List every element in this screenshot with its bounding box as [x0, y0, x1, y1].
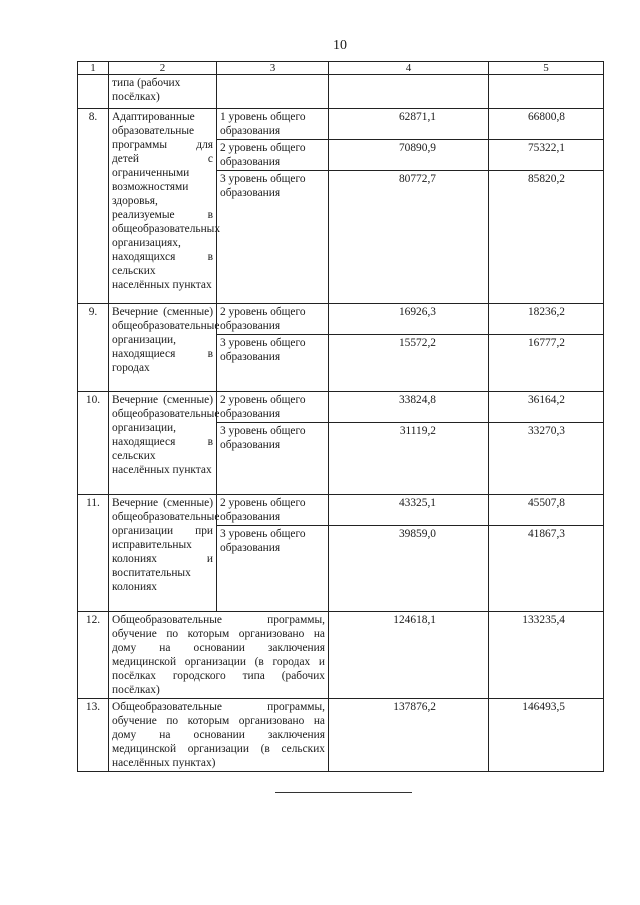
header-col-2: 2	[109, 62, 217, 75]
row-description: Общеобразовательные программы, обучение по которым организовано на дому на основании заключения медицинской организации (в сельских населённых пунктах)	[109, 699, 329, 772]
row-level	[217, 75, 329, 109]
row-value-col5: 133235,4	[489, 612, 604, 699]
row-level: 3 уровень общего образования	[217, 526, 329, 612]
row-value-col4: 62871,1	[329, 109, 489, 140]
row-number: 8.	[78, 109, 109, 304]
row-description: Вечерние (сменные) общеобразовательные организации, находящиеся в городах	[109, 304, 217, 392]
row-number: 9.	[78, 304, 109, 392]
row-value-col4: 16926,3	[329, 304, 489, 335]
row-value-col5: 36164,2	[489, 392, 604, 423]
page-number: 10	[333, 38, 347, 53]
row-description: Вечерние (сменные) общеобразовательные организации, находящиеся в сельских населённых пунктах	[109, 392, 217, 495]
row-number: 11.	[78, 495, 109, 612]
table-row	[78, 392, 604, 423]
row-level: 2 уровень общего образования	[217, 392, 329, 423]
row-level: 3 уровень общего образования	[217, 171, 329, 304]
row-value-col4: 80772,7	[329, 171, 489, 304]
table-row-continued	[78, 75, 604, 109]
row-value-col5: 45507,8	[489, 495, 604, 526]
table-row	[78, 304, 604, 335]
row-value-col5: 146493,5	[489, 699, 604, 772]
row-value-col5: 18236,2	[489, 304, 604, 335]
row-value-col4: 39859,0	[329, 526, 489, 612]
row-number: 12.	[78, 612, 109, 699]
row-value-col4: 31119,2	[329, 423, 489, 495]
row-value-col4: 33824,8	[329, 392, 489, 423]
header-col-1: 1	[78, 62, 109, 75]
row-level: 3 уровень общего образования	[217, 335, 329, 392]
row-number: 13.	[78, 699, 109, 772]
header-col-3: 3	[217, 62, 329, 75]
row-value-col5: 75322,1	[489, 140, 604, 171]
row-value-col4	[329, 75, 489, 109]
end-of-document-rule	[275, 792, 412, 793]
row-description: Общеобразовательные программы, обучение по которым организовано на дому на основании заключения медицинской организации (в городах и посёлках городского типа (рабочих посёлках)	[109, 612, 329, 699]
row-value-col5	[489, 75, 604, 109]
row-number: 10.	[78, 392, 109, 495]
row-description: Адаптированные образовательные программы для детей с ограниченными возможностями здоровья, реализуемые в общеобразовательных организациях, находящихся в сельских населённых пунктах	[109, 109, 217, 304]
header-col-5: 5	[489, 62, 604, 75]
row-value-col4: 43325,1	[329, 495, 489, 526]
table-row	[78, 109, 604, 140]
header-row	[78, 62, 604, 75]
row-description: Вечерние (сменные) общеобразовательные организации при исправительных колониях и воспитательных колониях	[109, 495, 217, 612]
table-row	[78, 699, 604, 772]
row-value-col5: 41867,3	[489, 526, 604, 612]
row-level: 2 уровень общего образования	[217, 304, 329, 335]
row-value-col5: 85820,2	[489, 171, 604, 304]
row-level: 2 уровень общего образования	[217, 140, 329, 171]
row-level: 1 уровень общего образования	[217, 109, 329, 140]
row-value-col5: 66800,8	[489, 109, 604, 140]
row-value-col5: 33270,3	[489, 423, 604, 495]
row-description: типа (рабочих посёлках)	[109, 75, 217, 109]
row-value-col5: 16777,2	[489, 335, 604, 392]
row-level: 2 уровень общего образования	[217, 495, 329, 526]
row-value-col4: 70890,9	[329, 140, 489, 171]
row-value-col4: 124618,1	[329, 612, 489, 699]
table-row	[78, 612, 604, 699]
table-row	[78, 495, 604, 526]
row-level: 3 уровень общего образования	[217, 423, 329, 495]
header-col-4: 4	[329, 62, 489, 75]
row-value-col4: 15572,2	[329, 335, 489, 392]
cost-table	[77, 61, 604, 772]
row-number	[78, 75, 109, 109]
row-value-col4: 137876,2	[329, 699, 489, 772]
